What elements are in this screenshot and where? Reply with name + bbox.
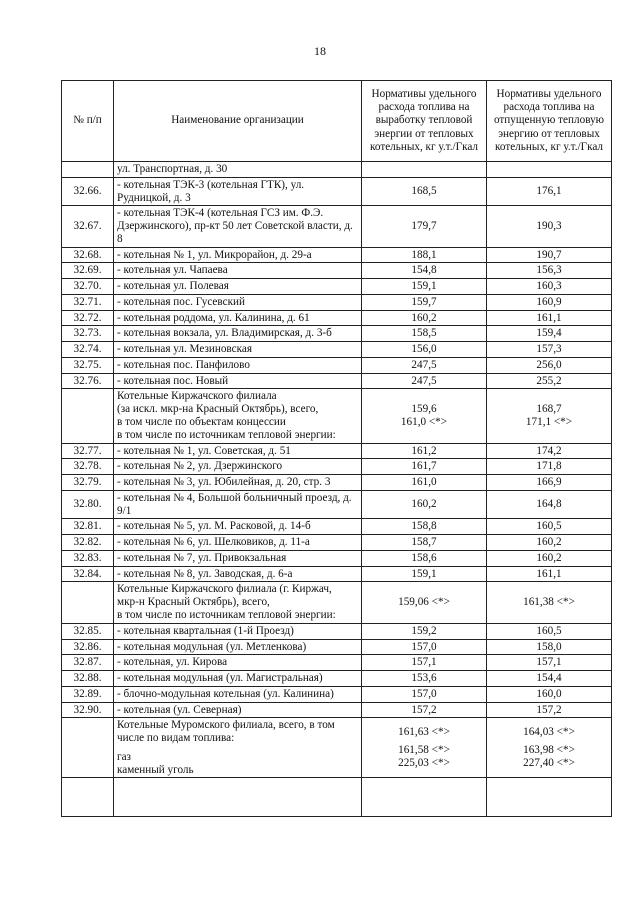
- empty-cell: [114, 778, 362, 817]
- table-row: [62, 566, 612, 582]
- norm-supplied-value: [487, 162, 612, 178]
- norm-generation-value: 161,7: [362, 459, 487, 475]
- organization-name: - котельная (ул. Северная): [114, 702, 362, 718]
- norm-generation-value: 153,6: [362, 671, 487, 687]
- norm-supplied-value: 190,3: [487, 206, 612, 247]
- empty-cell: [362, 778, 487, 817]
- organization-name: - котельная № 3, ул. Юбилейная, д. 20, стр. 3: [114, 475, 362, 491]
- group-name-line: в том числе по источникам тепловой энергии:: [117, 608, 336, 621]
- organization-name: - котельная № 2, ул. Дзержинского: [114, 459, 362, 475]
- norm-supplied-value: 164,8: [487, 490, 612, 519]
- group-name: [114, 582, 362, 623]
- empty-cell: [62, 778, 114, 817]
- group-name-line: Котельные Киржачского филиала (г. Киржач,: [117, 583, 332, 596]
- norm-generation-value: [362, 162, 487, 178]
- norm-supplied-value: 255,2: [487, 373, 612, 389]
- header-organization-name: Наименование организации: [114, 81, 362, 162]
- row-number: 32.72.: [62, 310, 114, 326]
- organization-name: - котельная № 4, Большой больничный проезд, д. 9/1: [114, 490, 362, 519]
- norm-generation-value: 160,2: [362, 490, 487, 519]
- group-name-line: в том числе по объектам концессии: [117, 416, 286, 429]
- row-number: 32.78.: [62, 459, 114, 475]
- table-row: [62, 247, 612, 263]
- organization-name: - котельная квартальная (1-й Проезд): [114, 623, 362, 639]
- norm-generation-value: [362, 389, 487, 443]
- row-number: 32.71.: [62, 294, 114, 310]
- norm-generation-value: 158,8: [362, 519, 487, 535]
- row-number: 32.90.: [62, 702, 114, 718]
- organization-name: - котельная пос. Гусевский: [114, 294, 362, 310]
- norm-generation-value: 158,6: [362, 550, 487, 566]
- organization-name: - котельная модульная (ул. Метленкова): [114, 639, 362, 655]
- row-number: [62, 718, 114, 778]
- header-number: № п/п: [62, 81, 114, 162]
- norm-generation-value: 159,1: [362, 566, 487, 582]
- table-row: [62, 490, 612, 519]
- norm-supplied-value: [487, 718, 612, 778]
- norm-generation-value: 158,5: [362, 326, 487, 342]
- norm-generation-value: 247,5: [362, 373, 487, 389]
- row-number: 32.86.: [62, 639, 114, 655]
- norm-supplied-value: 157,1: [487, 655, 612, 671]
- norm-supplied-value: [487, 389, 612, 443]
- table-row: [62, 475, 612, 491]
- norm-generation-value: 188,1: [362, 247, 487, 263]
- row-number: [62, 389, 114, 443]
- norm-generation-value: 161,0: [362, 475, 487, 491]
- norm-supplied-value: 171,8: [487, 459, 612, 475]
- norm-supplied-value-line: 227,40 <*>: [523, 757, 575, 770]
- row-number: 32.87.: [62, 655, 114, 671]
- table-row: [62, 373, 612, 389]
- row-number: 32.89.: [62, 686, 114, 702]
- table-row: [62, 263, 612, 279]
- organization-name: - котельная ул. Чапаева: [114, 263, 362, 279]
- table-row: [62, 357, 612, 373]
- norm-supplied-value: 256,0: [487, 357, 612, 373]
- group-name-line: числе по видам топлива:: [117, 732, 235, 745]
- row-number: 32.79.: [62, 475, 114, 491]
- table-row: [62, 310, 612, 326]
- norm-generation-value: 159,1: [362, 279, 487, 295]
- group-name-line: в том числе по источникам тепловой энергии:: [117, 428, 336, 441]
- table-row: [62, 686, 612, 702]
- organization-name: - котельная модульная (ул. Магистральная): [114, 671, 362, 687]
- norm-generation-value: 247,5: [362, 357, 487, 373]
- organization-name: - котельная № 1, ул. Микрорайон, д. 29-а: [114, 247, 362, 263]
- table-row: [62, 294, 612, 310]
- row-number: [62, 162, 114, 178]
- norm-supplied-value-line: 164,03 <*>: [523, 725, 575, 738]
- norm-generation-value: 157,0: [362, 639, 487, 655]
- organization-name: - котельная пос. Новый: [114, 373, 362, 389]
- group-name: [114, 718, 362, 778]
- row-number: 32.66.: [62, 177, 114, 206]
- norm-supplied-value: 166,9: [487, 475, 612, 491]
- norm-supplied-value: 161,38 <*>: [487, 582, 612, 623]
- organization-name: - котельная № 8, ул. Заводская, д. 6-а: [114, 566, 362, 582]
- row-number: 32.80.: [62, 490, 114, 519]
- norm-generation-value: 157,2: [362, 702, 487, 718]
- norm-generation-value: 157,1: [362, 655, 487, 671]
- row-number: 32.73.: [62, 326, 114, 342]
- organization-name: - блочно-модульная котельная (ул. Калинина): [114, 686, 362, 702]
- organization-name: - котельная № 5, ул. М. Расковой, д. 14-б: [114, 519, 362, 535]
- organization-name: - котельная ТЭК-3 (котельная ГТК), ул. Рудницкой, д. 3: [114, 177, 362, 206]
- row-number: 32.69.: [62, 263, 114, 279]
- norm-supplied-value: 157,3: [487, 342, 612, 358]
- norm-supplied-value: 176,1: [487, 177, 612, 206]
- organization-name: - котельная ул. Полевая: [114, 279, 362, 295]
- norm-generation-value-line: 161,63 <*>: [398, 725, 450, 738]
- norm-supplied-value: 161,1: [487, 566, 612, 582]
- row-number: 32.85.: [62, 623, 114, 639]
- row-number: 32.68.: [62, 247, 114, 263]
- norm-supplied-value: 174,2: [487, 443, 612, 459]
- table-row: [62, 623, 612, 639]
- table-row: [62, 459, 612, 475]
- norm-supplied-value-line: 163,98 <*>: [523, 744, 575, 757]
- table-row: [62, 162, 612, 178]
- norm-supplied-value: 157,2: [487, 702, 612, 718]
- group-summary-row: [62, 389, 612, 443]
- norm-generation-value: 161,2: [362, 443, 487, 459]
- row-number: 32.77.: [62, 443, 114, 459]
- norm-generation-value: 159,7: [362, 294, 487, 310]
- header-norm-generation: Нормативы удельного расхода топлива на выработку тепловой энергии от тепловых котельных, кг у.т./Гкал: [362, 81, 487, 162]
- norm-generation-value: 179,7: [362, 206, 487, 247]
- row-number: 32.81.: [62, 519, 114, 535]
- table-row: [62, 342, 612, 358]
- organization-name: - котельная № 7, ул. Привокзальная: [114, 550, 362, 566]
- empty-row: [62, 778, 612, 817]
- table-row: [62, 206, 612, 247]
- table-row: [62, 671, 612, 687]
- norm-generation-value-line: 161,0 <*>: [400, 416, 448, 429]
- row-number: 32.74.: [62, 342, 114, 358]
- table-row: [62, 443, 612, 459]
- empty-cell: [487, 778, 612, 817]
- norm-supplied-value: 158,0: [487, 639, 612, 655]
- norm-supplied-value: 160,5: [487, 519, 612, 535]
- table-row: [62, 326, 612, 342]
- organization-name: - котельная вокзала, ул. Владимирская, д. 3-б: [114, 326, 362, 342]
- norm-generation-value-line: 225,03 <*>: [398, 757, 450, 770]
- norm-supplied-value: 190,7: [487, 247, 612, 263]
- norm-generation-value-line: 159,6: [411, 403, 437, 416]
- group-name-line: Котельные Киржачского филиала: [117, 390, 277, 403]
- norm-supplied-value: 161,1: [487, 310, 612, 326]
- norm-supplied-value-line: 171,1 <*>: [525, 416, 573, 429]
- group-name-line: мкр-н Красный Октябрь), всего,: [117, 596, 270, 609]
- norm-generation-value: 154,8: [362, 263, 487, 279]
- row-number: 32.67.: [62, 206, 114, 247]
- fuel-norms-table: [61, 80, 612, 817]
- norm-generation-value: 168,5: [362, 177, 487, 206]
- table-header-row: [62, 81, 612, 162]
- norm-generation-value: [362, 718, 487, 778]
- norm-supplied-value: 154,4: [487, 671, 612, 687]
- row-number: 32.84.: [62, 566, 114, 582]
- norm-supplied-value: 159,4: [487, 326, 612, 342]
- norm-generation-value: 157,0: [362, 686, 487, 702]
- group-summary-row: [62, 582, 612, 623]
- norm-supplied-value-line: 168,7: [536, 403, 562, 416]
- organization-name: - котельная роддома, ул. Калинина, д. 61: [114, 310, 362, 326]
- row-number: [62, 582, 114, 623]
- norm-supplied-value: 160,2: [487, 535, 612, 551]
- table-row: [62, 535, 612, 551]
- organization-name: - котельная ул. Мезиновская: [114, 342, 362, 358]
- organization-name: - котельная № 1, ул. Советская, д. 51: [114, 443, 362, 459]
- group-name-line: каменный уголь: [117, 763, 194, 776]
- organization-name: - котельная пос. Панфилово: [114, 357, 362, 373]
- table-row: [62, 639, 612, 655]
- group-name: [114, 389, 362, 443]
- norm-generation-value: 159,06 <*>: [362, 582, 487, 623]
- row-number: 32.76.: [62, 373, 114, 389]
- row-number: 32.70.: [62, 279, 114, 295]
- norm-generation-value: 160,2: [362, 310, 487, 326]
- table-row: [62, 655, 612, 671]
- group-name-line: Котельные Муромского филиала, всего, в том: [117, 719, 335, 732]
- group-name-line: газ: [117, 750, 131, 763]
- table-row: [62, 702, 612, 718]
- row-number: 32.82.: [62, 535, 114, 551]
- norm-supplied-value: 160,2: [487, 550, 612, 566]
- norm-generation-value-line: 161,58 <*>: [398, 744, 450, 757]
- organization-name: - котельная № 6, ул. Шелковиков, д. 11-а: [114, 535, 362, 551]
- norm-generation-value: 158,7: [362, 535, 487, 551]
- group-summary-row: [62, 718, 612, 778]
- norm-supplied-value: 160,3: [487, 279, 612, 295]
- organization-name: ул. Транспортная, д. 30: [114, 162, 362, 178]
- norm-supplied-value: 160,9: [487, 294, 612, 310]
- group-name-line: (за искл. мкр-на Красный Октябрь), всего,: [117, 403, 319, 416]
- table-row: [62, 279, 612, 295]
- norm-generation-value: 156,0: [362, 342, 487, 358]
- organization-name: - котельная ТЭК-4 (котельная ГСЗ им. Ф.Э. Дзержинского), пр-кт 50 лет Советской власти, д. 8: [114, 206, 362, 247]
- row-number: 32.75.: [62, 357, 114, 373]
- table-row: [62, 177, 612, 206]
- norm-supplied-value: 160,0: [487, 686, 612, 702]
- norm-supplied-value: 160,5: [487, 623, 612, 639]
- row-number: 32.83.: [62, 550, 114, 566]
- header-norm-supplied: Нормативы удельного расхода топлива на отпущенную тепловую энергию от тепловых котельных, кг у.т./Гкал: [487, 81, 612, 162]
- norm-supplied-value: 156,3: [487, 263, 612, 279]
- page-number: 18: [314, 44, 326, 58]
- row-number: 32.88.: [62, 671, 114, 687]
- norm-generation-value: 159,2: [362, 623, 487, 639]
- organization-name: - котельная, ул. Кирова: [114, 655, 362, 671]
- table-row: [62, 519, 612, 535]
- table-row: [62, 550, 612, 566]
